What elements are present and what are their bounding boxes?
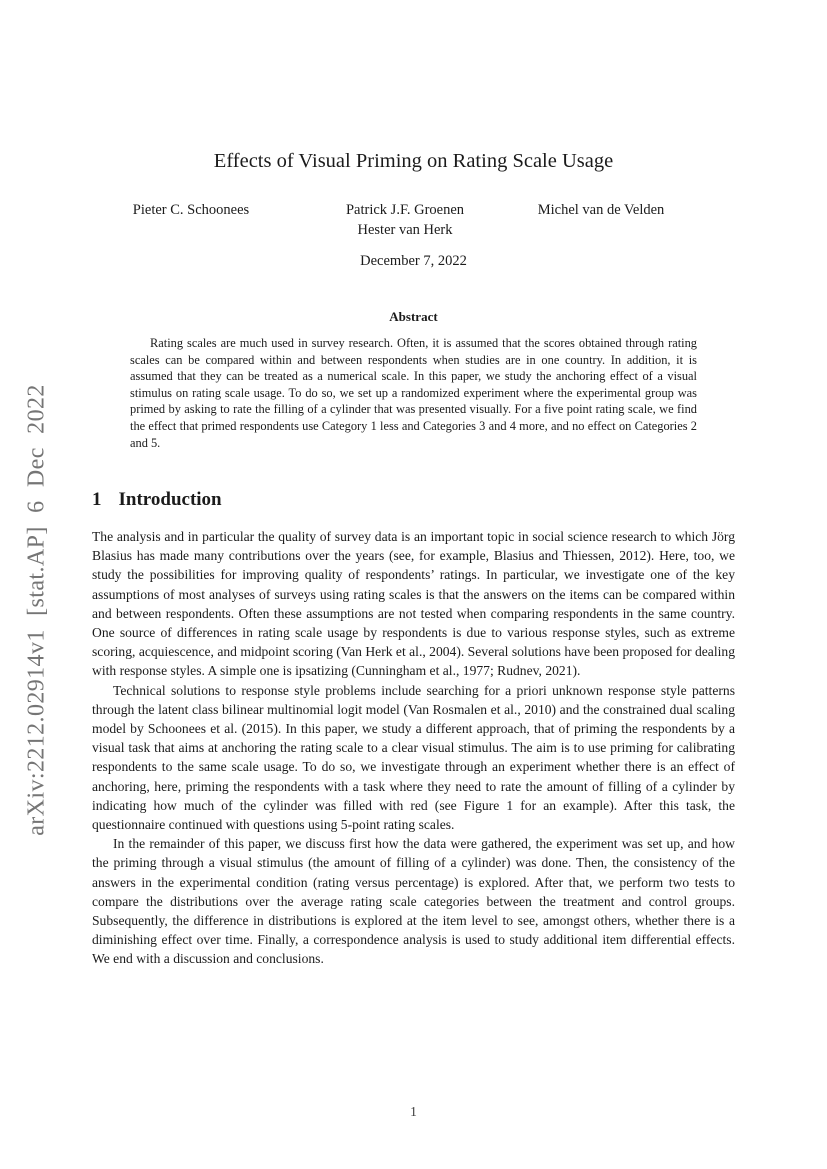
- paragraph: Technical solutions to response style problems include searching for a priori unknown response style patterns through the latent class bilinear multinomial logit model (Van Rosmalen et al., 2010) and the constrained dual scaling model by Schoonees et al. (2015). In this paper, we study a different approach, that of priming the respondents by a visual task that aims at anchoring the rating scale to a clear visual stimulus. The aim is to use priming for calibrating respondents to the same scale usage. To do so, we investigate through an experiment whether there is an effect of anchoring, here, priming the respondents with a task where they need to rate the amount of filling of a cylinder by indicating how much of the cylinder was filled with red (see Figure 1 for an example). After this task, the questionnaire continued with questions using 5-point rating scales.: [92, 682, 735, 833]
- abstract-text: Rating scales are much used in survey research. Often, it is assumed that the scores obtained through rating scales can be compared within and between respondents when studies are in one country. In addition, it is assumed that they can be treated as a numerical scale. In this paper, we study the anchoring effect of a visual stimulus on rating scale usage. To do so, we set up a randomized experiment where the experimental group was primed by asking to rate the filling of a cylinder that was presented visually. For a five point rating scale, we find the effect that primed respondents use Category 1 less and Categories 3 and 4 more, and no effect on Categories 2 and 5.: [130, 336, 697, 450]
- introduction-body: [92, 527, 735, 969]
- paragraph: The analysis and in particular the quality of survey data is an important topic in social science research to which Jörg Blasius has made many contributions over the years (see, for example, Blasius and Thiessen, 2012). Here, too, we study the possibilities for improving quality of respondents’ ratings. In particular, we investigate one of the key assumptions of most analyses of surveys using rating scales is that the answers on the items can be compared within and between respondents. Often these assumptions are not tested when comparing respondents in the same country. One source of differences in rating scale usage by respondents is due to various response styles, such as extreme scoring, acquiescence, and midpoint scoring (Van Herk et al., 2004). Several solutions have been proposed for dealing with response styles. A simple one is ipsatizing (Cunningham et al., 1977; Rudnev, 2021).: [92, 529, 735, 679]
- author-name: Hester van Herk: [357, 222, 453, 238]
- author-name: Patrick J.F. Groenen: [345, 202, 465, 218]
- section-number: 1: [92, 489, 102, 510]
- authors-row: [0, 200, 827, 244]
- paragraph: In the remainder of this paper, we discuss first how the data were gathered, the experiment was set up, and how the priming through a visual stimulus (the amount of filling of a cylinder) was done. Then, the consistency of the answers in the experimental condition (rating versus percentage) is explored. After that, we perform two tests to compare the distributions over the average rating scale categories between the treatment and control groups. Subsequently, the difference in distributions is explored at the item level to see, amongst others, whether there is a diminishing effect over time. Finally, a correspondence analysis is used to study additional item differential effects. We end with a discussion and conclusions.: [92, 836, 735, 967]
- arxiv-watermark: arXiv:2212.02914v1 [stat.AP] 6 Dec 2022: [23, 384, 50, 836]
- page-number: 1: [410, 1104, 417, 1119]
- author-name: Michel van de Velden: [537, 202, 665, 218]
- section-title: Introduction: [118, 489, 222, 510]
- paper-date: December 7, 2022: [360, 253, 467, 269]
- author-column-middle: [346, 200, 464, 240]
- section-heading-introduction: [92, 489, 222, 511]
- abstract-heading: Abstract: [389, 309, 438, 324]
- paper-title: Effects of Visual Priming on Rating Scale Usage: [213, 150, 614, 172]
- author-name: Pieter C. Schoonees: [132, 202, 250, 218]
